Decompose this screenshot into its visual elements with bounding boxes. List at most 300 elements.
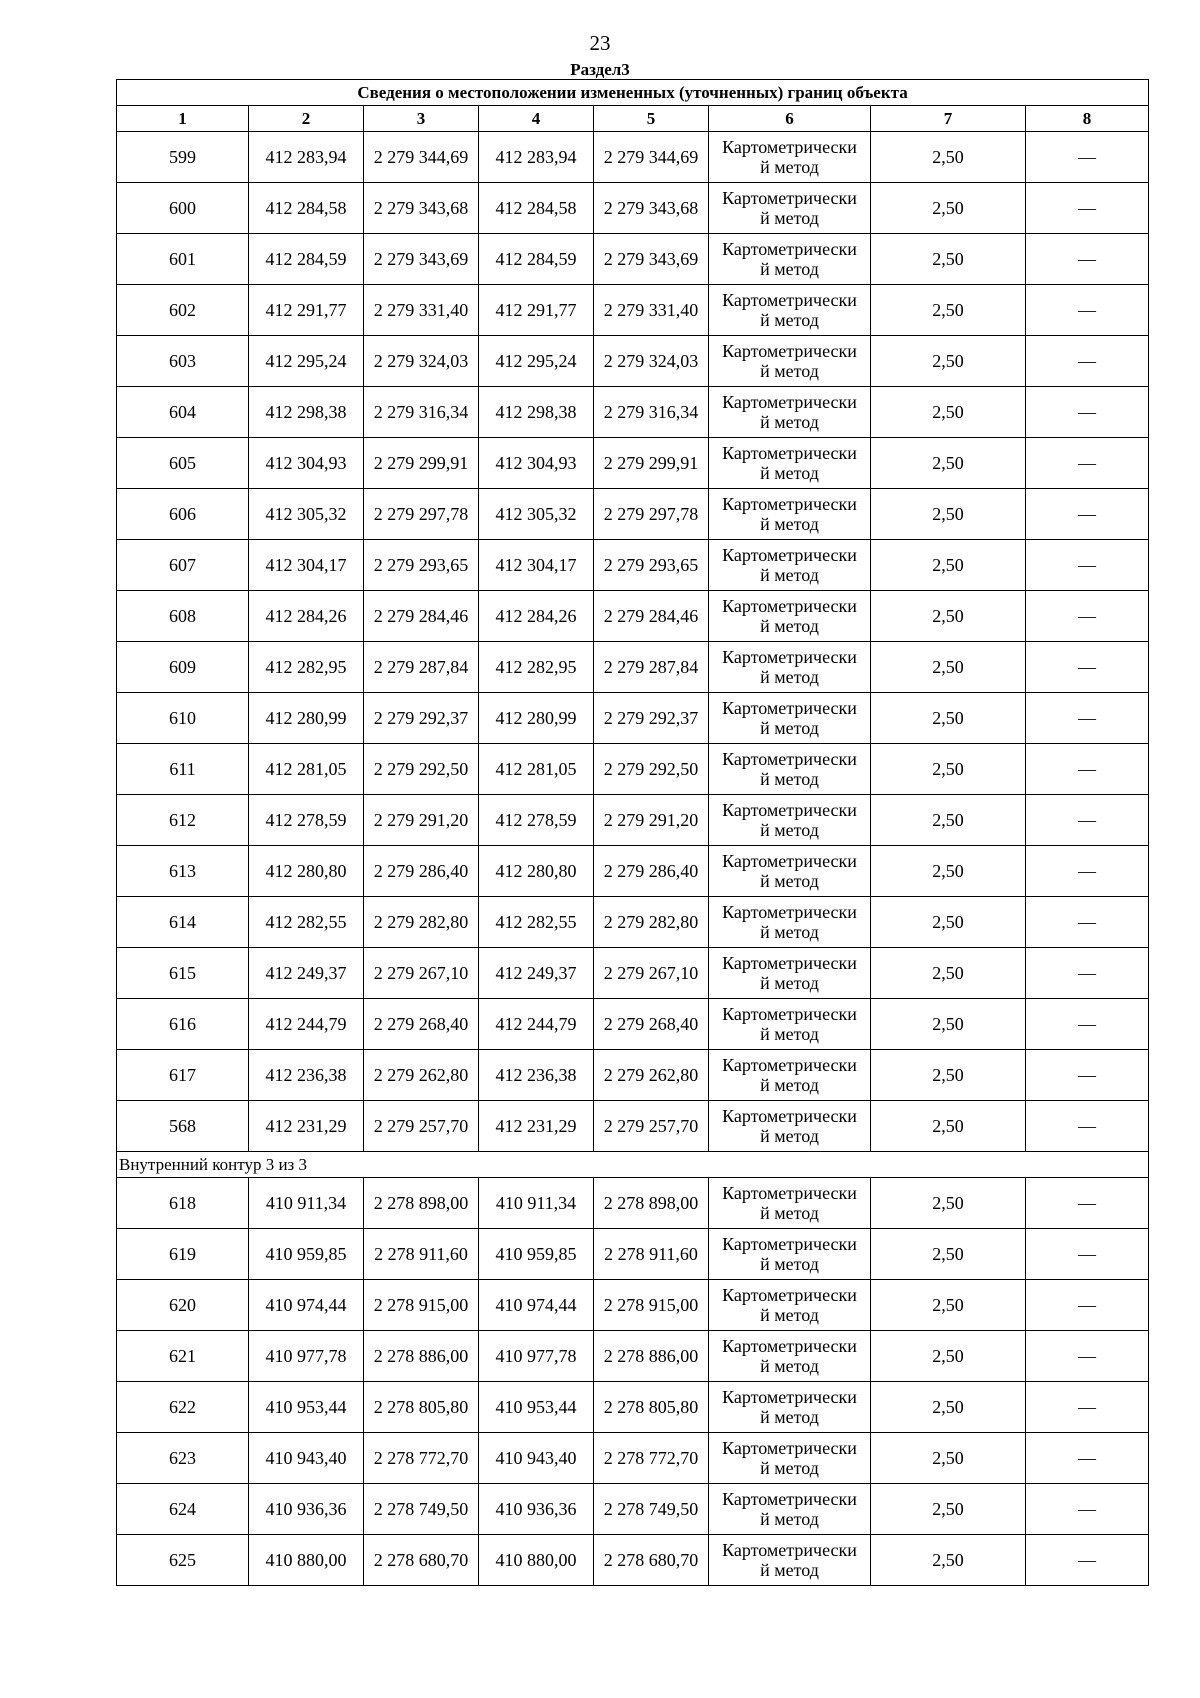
coordinate-cell: 412 291,77 — [249, 285, 364, 336]
point-number-cell: 602 — [117, 285, 249, 336]
precision-cell: 2,50 — [871, 999, 1026, 1050]
coordinate-cell: 412 304,17 — [479, 540, 594, 591]
method-line-2: й метод — [760, 769, 819, 789]
note-cell: — — [1026, 1535, 1149, 1586]
note-cell: — — [1026, 438, 1149, 489]
coordinate-cell: 410 977,78 — [479, 1331, 594, 1382]
coordinate-cell: 412 282,55 — [479, 897, 594, 948]
method-line-1: Картометрически — [722, 341, 857, 361]
method-line-2: й метод — [760, 616, 819, 636]
coordinate-cell: 2 279 292,50 — [364, 744, 479, 795]
note-cell: — — [1026, 387, 1149, 438]
coordinate-cell: 412 280,80 — [249, 846, 364, 897]
method-line-2: й метод — [760, 259, 819, 279]
note-cell: — — [1026, 1050, 1149, 1101]
contour-subheading: Внутренний контур 3 из 3 — [117, 1152, 1149, 1178]
table-row — [117, 846, 1149, 897]
coordinate-cell: 2 279 282,80 — [364, 897, 479, 948]
coordinate-cell: 2 279 297,78 — [364, 489, 479, 540]
note-cell: — — [1026, 132, 1149, 183]
method-line-1: Картометрически — [722, 647, 857, 667]
method-cell — [709, 999, 871, 1050]
method-line-2: й метод — [760, 973, 819, 993]
coordinate-cell: 2 279 344,69 — [594, 132, 709, 183]
method-cell — [709, 336, 871, 387]
column-number: 6 — [709, 106, 871, 132]
precision-cell: 2,50 — [871, 948, 1026, 999]
table-row — [117, 693, 1149, 744]
method-cell — [709, 1178, 871, 1229]
method-cell — [709, 1331, 871, 1382]
method-cell — [709, 132, 871, 183]
table-row — [117, 387, 1149, 438]
method-line-2: й метод — [760, 1407, 819, 1427]
coordinate-cell: 412 244,79 — [479, 999, 594, 1050]
coordinate-cell: 412 304,93 — [479, 438, 594, 489]
note-cell: — — [1026, 234, 1149, 285]
method-line-2: й метод — [760, 208, 819, 228]
coordinate-cell: 410 974,44 — [249, 1280, 364, 1331]
column-number: 5 — [594, 106, 709, 132]
method-cell — [709, 1101, 871, 1152]
coordinate-cell: 2 278 886,00 — [364, 1331, 479, 1382]
note-cell: — — [1026, 1178, 1149, 1229]
coordinate-cell: 410 880,00 — [249, 1535, 364, 1586]
point-number-cell: 605 — [117, 438, 249, 489]
column-number: 8 — [1026, 106, 1149, 132]
method-line-1: Картометрически — [722, 443, 857, 463]
table-row — [117, 1178, 1149, 1229]
coordinate-cell: 2 279 287,84 — [594, 642, 709, 693]
coordinate-cell: 2 278 772,70 — [364, 1433, 479, 1484]
coordinate-cell: 410 943,40 — [249, 1433, 364, 1484]
point-number-cell: 622 — [117, 1382, 249, 1433]
coordinate-cell: 2 279 299,91 — [364, 438, 479, 489]
point-number-cell: 604 — [117, 387, 249, 438]
column-number-row — [117, 106, 1149, 132]
coordinate-cell: 2 278 749,50 — [594, 1484, 709, 1535]
method-line-2: й метод — [760, 718, 819, 738]
coordinate-cell: 412 284,58 — [479, 183, 594, 234]
coordinate-cell: 412 282,95 — [479, 642, 594, 693]
coordinate-cell: 2 278 805,80 — [594, 1382, 709, 1433]
table-row — [117, 591, 1149, 642]
point-number-cell: 603 — [117, 336, 249, 387]
precision-cell: 2,50 — [871, 387, 1026, 438]
coordinate-cell: 410 974,44 — [479, 1280, 594, 1331]
precision-cell: 2,50 — [871, 234, 1026, 285]
method-line-2: й метод — [760, 1509, 819, 1529]
table-row — [117, 540, 1149, 591]
point-number-cell: 611 — [117, 744, 249, 795]
coordinate-cell: 2 278 898,00 — [364, 1178, 479, 1229]
method-line-2: й метод — [760, 1305, 819, 1325]
point-number-cell: 617 — [117, 1050, 249, 1101]
method-line-1: Картометрически — [722, 137, 857, 157]
method-cell — [709, 693, 871, 744]
note-cell: — — [1026, 489, 1149, 540]
note-cell: — — [1026, 183, 1149, 234]
method-cell — [709, 1382, 871, 1433]
coordinate-cell: 2 279 267,10 — [594, 948, 709, 999]
method-line-2: й метод — [760, 1560, 819, 1580]
method-line-2: й метод — [760, 922, 819, 942]
method-cell — [709, 795, 871, 846]
note-cell: — — [1026, 591, 1149, 642]
coordinate-cell: 412 304,17 — [249, 540, 364, 591]
coordinate-cell: 2 279 257,70 — [594, 1101, 709, 1152]
note-cell: — — [1026, 1229, 1149, 1280]
method-line-1: Картометрически — [722, 1285, 857, 1305]
precision-cell: 2,50 — [871, 1050, 1026, 1101]
coordinates-table — [116, 79, 1149, 1586]
coordinate-cell: 2 279 287,84 — [364, 642, 479, 693]
method-line-1: Картометрически — [722, 545, 857, 565]
coordinate-cell: 2 279 293,65 — [594, 540, 709, 591]
coordinate-cell: 412 281,05 — [249, 744, 364, 795]
method-cell — [709, 1535, 871, 1586]
coordinate-cell: 412 282,95 — [249, 642, 364, 693]
table-row — [117, 642, 1149, 693]
point-number-cell: 621 — [117, 1331, 249, 1382]
coordinates-table-body — [117, 80, 1149, 1586]
table-row — [117, 132, 1149, 183]
precision-cell: 2,50 — [871, 1101, 1026, 1152]
method-cell — [709, 1280, 871, 1331]
table-row — [117, 1331, 1149, 1382]
coordinate-cell: 2 279 292,37 — [364, 693, 479, 744]
coordinate-cell: 2 279 284,46 — [364, 591, 479, 642]
method-line-2: й метод — [760, 412, 819, 432]
point-number-cell: 612 — [117, 795, 249, 846]
method-line-1: Картометрически — [722, 596, 857, 616]
coordinate-cell: 410 936,36 — [479, 1484, 594, 1535]
point-number-cell: 614 — [117, 897, 249, 948]
coordinate-cell: 2 279 316,34 — [364, 387, 479, 438]
method-cell — [709, 642, 871, 693]
precision-cell: 2,50 — [871, 132, 1026, 183]
coordinate-cell: 2 279 268,40 — [594, 999, 709, 1050]
table-row — [117, 1050, 1149, 1101]
point-number-cell: 607 — [117, 540, 249, 591]
method-line-2: й метод — [760, 463, 819, 483]
method-line-2: й метод — [760, 1203, 819, 1223]
table-caption-row — [117, 80, 1149, 106]
coordinate-cell: 2 278 915,00 — [594, 1280, 709, 1331]
precision-cell: 2,50 — [871, 489, 1026, 540]
note-cell: — — [1026, 744, 1149, 795]
coordinate-cell: 410 959,85 — [479, 1229, 594, 1280]
coordinate-cell: 2 278 680,70 — [364, 1535, 479, 1586]
coordinate-cell: 412 244,79 — [249, 999, 364, 1050]
method-line-1: Картометрически — [722, 188, 857, 208]
point-number-cell: 618 — [117, 1178, 249, 1229]
precision-cell: 2,50 — [871, 1280, 1026, 1331]
coordinate-cell: 412 284,26 — [249, 591, 364, 642]
point-number-cell: 619 — [117, 1229, 249, 1280]
table-row — [117, 948, 1149, 999]
point-number-cell: 623 — [117, 1433, 249, 1484]
coordinate-cell: 412 236,38 — [479, 1050, 594, 1101]
method-cell — [709, 591, 871, 642]
method-line-1: Картометрически — [722, 1004, 857, 1024]
method-cell — [709, 1484, 871, 1535]
precision-cell: 2,50 — [871, 1331, 1026, 1382]
method-cell — [709, 285, 871, 336]
method-line-2: й метод — [760, 310, 819, 330]
coordinate-cell: 2 279 293,65 — [364, 540, 479, 591]
table-row — [117, 1433, 1149, 1484]
coordinate-cell: 2 279 268,40 — [364, 999, 479, 1050]
note-cell: — — [1026, 795, 1149, 846]
precision-cell: 2,50 — [871, 642, 1026, 693]
coordinate-cell: 410 880,00 — [479, 1535, 594, 1586]
coordinate-cell: 412 298,38 — [249, 387, 364, 438]
coordinate-cell: 412 278,59 — [249, 795, 364, 846]
point-number-cell: 609 — [117, 642, 249, 693]
method-cell — [709, 846, 871, 897]
coordinate-cell: 2 279 343,68 — [594, 183, 709, 234]
coordinate-cell: 410 953,44 — [249, 1382, 364, 1433]
table-row — [117, 1229, 1149, 1280]
coordinate-cell: 2 278 680,70 — [594, 1535, 709, 1586]
coordinate-cell: 2 279 324,03 — [364, 336, 479, 387]
table-row — [117, 795, 1149, 846]
method-cell — [709, 1050, 871, 1101]
method-line-1: Картометрически — [722, 1106, 857, 1126]
note-cell: — — [1026, 897, 1149, 948]
method-line-1: Картометрически — [722, 1055, 857, 1075]
point-number-cell: 616 — [117, 999, 249, 1050]
coordinate-cell: 2 278 772,70 — [594, 1433, 709, 1484]
method-line-1: Картометрически — [722, 851, 857, 871]
coordinate-cell: 410 911,34 — [249, 1178, 364, 1229]
method-line-1: Картометрически — [722, 239, 857, 259]
precision-cell: 2,50 — [871, 1382, 1026, 1433]
coordinate-cell: 412 280,99 — [479, 693, 594, 744]
point-number-cell: 606 — [117, 489, 249, 540]
method-line-2: й метод — [760, 1075, 819, 1095]
coordinate-cell: 410 977,78 — [249, 1331, 364, 1382]
coordinate-cell: 2 279 297,78 — [594, 489, 709, 540]
coordinate-cell: 410 953,44 — [479, 1382, 594, 1433]
point-number-cell: 600 — [117, 183, 249, 234]
coordinate-cell: 2 278 915,00 — [364, 1280, 479, 1331]
table-row — [117, 183, 1149, 234]
point-number-cell: 624 — [117, 1484, 249, 1535]
coordinate-cell: 2 279 257,70 — [364, 1101, 479, 1152]
coordinate-cell: 410 936,36 — [249, 1484, 364, 1535]
note-cell: — — [1026, 1433, 1149, 1484]
note-cell: — — [1026, 1331, 1149, 1382]
table-row — [117, 234, 1149, 285]
method-line-1: Картометрически — [722, 698, 857, 718]
point-number-cell: 620 — [117, 1280, 249, 1331]
note-cell: — — [1026, 1280, 1149, 1331]
table-row — [117, 1535, 1149, 1586]
table-row — [117, 285, 1149, 336]
coordinate-cell: 412 291,77 — [479, 285, 594, 336]
method-line-1: Картометрически — [722, 1387, 857, 1407]
coordinate-cell: 412 295,24 — [249, 336, 364, 387]
method-line-2: й метод — [760, 1024, 819, 1044]
coordinate-cell: 412 280,80 — [479, 846, 594, 897]
method-cell — [709, 948, 871, 999]
coordinate-cell: 412 278,59 — [479, 795, 594, 846]
point-number-cell: 610 — [117, 693, 249, 744]
coordinate-cell: 2 278 898,00 — [594, 1178, 709, 1229]
point-number-cell: 608 — [117, 591, 249, 642]
precision-cell: 2,50 — [871, 336, 1026, 387]
precision-cell: 2,50 — [871, 744, 1026, 795]
method-line-2: й метод — [760, 565, 819, 585]
point-number-cell: 615 — [117, 948, 249, 999]
precision-cell: 2,50 — [871, 1229, 1026, 1280]
precision-cell: 2,50 — [871, 1535, 1026, 1586]
method-line-2: й метод — [760, 1356, 819, 1376]
coordinate-cell: 2 279 291,20 — [364, 795, 479, 846]
method-line-1: Картометрически — [722, 1438, 857, 1458]
precision-cell: 2,50 — [871, 897, 1026, 948]
coordinate-cell: 412 249,37 — [249, 948, 364, 999]
coordinate-cell: 2 279 262,80 — [364, 1050, 479, 1101]
method-line-2: й метод — [760, 1126, 819, 1146]
column-number: 1 — [117, 106, 249, 132]
precision-cell: 2,50 — [871, 1433, 1026, 1484]
method-line-1: Картометрически — [722, 953, 857, 973]
coordinate-cell: 412 283,94 — [249, 132, 364, 183]
coordinate-cell: 2 278 805,80 — [364, 1382, 479, 1433]
coordinate-cell: 2 279 267,10 — [364, 948, 479, 999]
precision-cell: 2,50 — [871, 285, 1026, 336]
table-row — [117, 336, 1149, 387]
method-cell — [709, 1433, 871, 1484]
coordinate-cell: 2 279 286,40 — [364, 846, 479, 897]
note-cell: — — [1026, 1484, 1149, 1535]
coordinate-cell: 412 304,93 — [249, 438, 364, 489]
method-line-1: Картометрически — [722, 749, 857, 769]
coordinate-cell: 2 279 262,80 — [594, 1050, 709, 1101]
coordinate-cell: 412 284,59 — [249, 234, 364, 285]
coordinate-cell: 412 282,55 — [249, 897, 364, 948]
method-line-1: Картометрически — [722, 1336, 857, 1356]
coordinate-cell: 410 943,40 — [479, 1433, 594, 1484]
note-cell: — — [1026, 285, 1149, 336]
precision-cell: 2,50 — [871, 1484, 1026, 1535]
coordinate-cell: 412 298,38 — [479, 387, 594, 438]
precision-cell: 2,50 — [871, 591, 1026, 642]
method-cell — [709, 387, 871, 438]
column-number: 2 — [249, 106, 364, 132]
method-cell — [709, 540, 871, 591]
method-line-2: й метод — [760, 820, 819, 840]
coordinate-cell: 2 278 911,60 — [364, 1229, 479, 1280]
note-cell: — — [1026, 642, 1149, 693]
coordinate-cell: 410 911,34 — [479, 1178, 594, 1229]
method-line-1: Картометрически — [722, 800, 857, 820]
coordinate-cell: 412 281,05 — [479, 744, 594, 795]
coordinate-cell: 2 279 331,40 — [364, 285, 479, 336]
coordinate-cell: 2 278 749,50 — [364, 1484, 479, 1535]
method-line-1: Картометрически — [722, 902, 857, 922]
method-line-1: Картометрически — [722, 290, 857, 310]
coordinate-cell: 2 279 324,03 — [594, 336, 709, 387]
table-row — [117, 1280, 1149, 1331]
coordinate-cell: 2 279 286,40 — [594, 846, 709, 897]
coordinate-cell: 2 279 316,34 — [594, 387, 709, 438]
point-number-cell: 601 — [117, 234, 249, 285]
coordinate-cell: 412 284,58 — [249, 183, 364, 234]
coordinate-cell: 2 279 299,91 — [594, 438, 709, 489]
coordinate-cell: 412 280,99 — [249, 693, 364, 744]
precision-cell: 2,50 — [871, 795, 1026, 846]
table-row — [117, 1101, 1149, 1152]
coordinate-cell: 412 284,59 — [479, 234, 594, 285]
table-row — [117, 897, 1149, 948]
note-cell: — — [1026, 1101, 1149, 1152]
note-cell: — — [1026, 999, 1149, 1050]
note-cell: — — [1026, 1382, 1149, 1433]
point-number-cell: 599 — [117, 132, 249, 183]
coordinate-cell: 2 278 911,60 — [594, 1229, 709, 1280]
coordinate-cell: 410 959,85 — [249, 1229, 364, 1280]
method-line-2: й метод — [760, 157, 819, 177]
table-row — [117, 1382, 1149, 1433]
precision-cell: 2,50 — [871, 183, 1026, 234]
table-row — [117, 999, 1149, 1050]
method-cell — [709, 438, 871, 489]
point-number-cell: 613 — [117, 846, 249, 897]
coordinate-cell: 2 279 291,20 — [594, 795, 709, 846]
method-cell — [709, 183, 871, 234]
method-cell — [709, 489, 871, 540]
table-row — [117, 744, 1149, 795]
precision-cell: 2,50 — [871, 1178, 1026, 1229]
note-cell: — — [1026, 948, 1149, 999]
coordinate-cell: 2 279 343,69 — [594, 234, 709, 285]
coordinate-cell: 2 279 284,46 — [594, 591, 709, 642]
coordinate-cell: 2 279 282,80 — [594, 897, 709, 948]
table-row — [117, 438, 1149, 489]
method-line-2: й метод — [760, 1458, 819, 1478]
section-title: Раздел3 — [570, 60, 630, 79]
column-number: 7 — [871, 106, 1026, 132]
coordinate-cell: 412 249,37 — [479, 948, 594, 999]
precision-cell: 2,50 — [871, 438, 1026, 489]
coordinate-cell: 2 279 344,69 — [364, 132, 479, 183]
coordinate-cell: 2 279 292,37 — [594, 693, 709, 744]
note-cell: — — [1026, 846, 1149, 897]
method-cell — [709, 744, 871, 795]
coordinate-cell: 412 231,29 — [479, 1101, 594, 1152]
table-caption: Сведения о местоположении измененных (уточненных) границ объекта — [117, 80, 1149, 106]
point-number-cell: 625 — [117, 1535, 249, 1586]
method-line-1: Картометрически — [722, 1489, 857, 1509]
coordinate-cell: 412 295,24 — [479, 336, 594, 387]
method-line-2: й метод — [760, 667, 819, 687]
coordinate-cell: 412 305,32 — [479, 489, 594, 540]
page-number: 23 — [589, 31, 611, 55]
coordinate-cell: 412 283,94 — [479, 132, 594, 183]
coordinate-cell: 2 278 886,00 — [594, 1331, 709, 1382]
table-row — [117, 1484, 1149, 1535]
coordinate-cell: 412 284,26 — [479, 591, 594, 642]
coordinate-cell: 412 305,32 — [249, 489, 364, 540]
precision-cell: 2,50 — [871, 846, 1026, 897]
method-line-2: й метод — [760, 514, 819, 534]
method-cell — [709, 1229, 871, 1280]
method-line-1: Картометрически — [722, 1183, 857, 1203]
